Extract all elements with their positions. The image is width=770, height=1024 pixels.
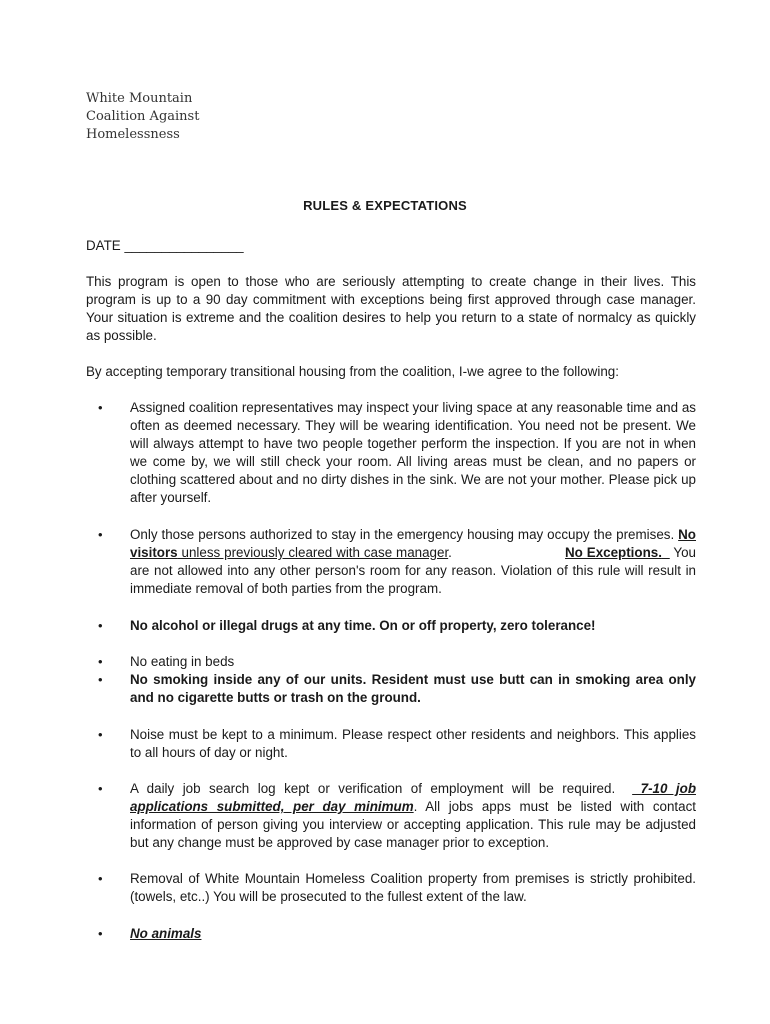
rule-smoking — [86, 671, 696, 707]
bullet: • — [98, 727, 103, 742]
date-line: DATE ________________ — [86, 238, 244, 253]
rule-visitors — [86, 526, 696, 598]
rule-text-underlined: unless previously cleared with case manager — [177, 545, 449, 560]
rule-text-part: . All jobs apps must be listed with contact information of person giving you interview or accepting application. This rule may be adjusted but any change must be approved by case manager prior to exception. — [130, 799, 697, 850]
rule-text: Noise must be kept to a minimum. Please respect other residents and neighbors. This applies to all hours of day or night. — [130, 727, 696, 760]
bullet: • — [98, 871, 103, 886]
rule-text: Assigned coalition representatives may inspect your living space at any reasonable time and as often as deemed necessary. They will be wearing identification. You need not be present. We will always attempt to have two people together perform the inspection. If you are not in when we come by, we will still check your room. All living areas must be clean, and no papers or clothing scattered about and no dirty dishes in the sink. We are not your mother. Please pick up after yourself. — [130, 400, 696, 505]
bullet: • — [98, 654, 103, 669]
org-line-1: White Mountain — [86, 91, 193, 106]
bullet: • — [98, 527, 103, 542]
rule-text — [130, 780, 696, 852]
no-animals-emphasis: No animals — [130, 926, 202, 941]
underline-gap — [662, 545, 670, 560]
rule-property-removal — [86, 870, 696, 906]
rule-text-part: Only those persons authorized to stay in the emergency housing may occupy the premises. — [130, 527, 679, 542]
agreement-paragraph: By accepting temporary transitional housing from the coalition, I-we agree to the following: — [86, 364, 619, 379]
bullet: • — [98, 618, 103, 633]
rule-job-search — [86, 780, 696, 852]
rule-inspection — [86, 399, 696, 507]
rule-text-part: You are not allowed into any other person's room for any reason. Violation of this rule will result in immediate removal of both parties from the program. — [130, 545, 697, 596]
rule-text — [130, 526, 696, 598]
rule-alcohol — [86, 617, 696, 635]
org-line-3: Homelessness — [86, 127, 180, 142]
rule-text: Removal of White Mountain Homeless Coalition property from premises is strictly prohibited.(towels, etc..) You will be prosecuted to the fullest extent of the law. — [130, 871, 696, 904]
bullet: • — [98, 926, 103, 941]
rule-text-part: . — [448, 545, 452, 560]
rule-text-part: A daily job search log kept or verification of employment will be required. — [130, 781, 633, 796]
bullet: • — [98, 400, 103, 415]
no-visitors-emphasis: No visitors — [130, 527, 696, 560]
rule-text: No eating in beds — [130, 654, 235, 669]
rule-text: No smoking inside any of our units. Resident must use butt can in smoking area only and no cigarette butts or trash on the ground. — [130, 672, 696, 705]
rule-animals — [86, 925, 696, 943]
rule-eating — [86, 653, 696, 671]
intro-paragraph: This program is open to those who are seriously attempting to create change in their lives. This program is up to a 90 day commitment with exceptions being first approved through case manager. Your situation is extreme and the coalition desires to help you return to a state of normalcy as quickly as possible. — [86, 274, 696, 343]
bullet: • — [98, 781, 103, 796]
job-applications-emphasis: 7-10 job applications submitted, per day minimum — [130, 781, 696, 814]
organization-name — [86, 90, 199, 144]
bullet: • — [98, 672, 103, 687]
no-exceptions-emphasis: No Exceptions. — [565, 545, 662, 560]
org-line-2: Coalition Against — [86, 109, 200, 124]
document-title: RULES & EXPECTATIONS — [303, 198, 467, 213]
rule-text: No alcohol or illegal drugs at any time. On or off property, zero tolerance! — [130, 618, 596, 633]
rule-text — [130, 925, 696, 943]
rule-noise — [86, 726, 696, 762]
